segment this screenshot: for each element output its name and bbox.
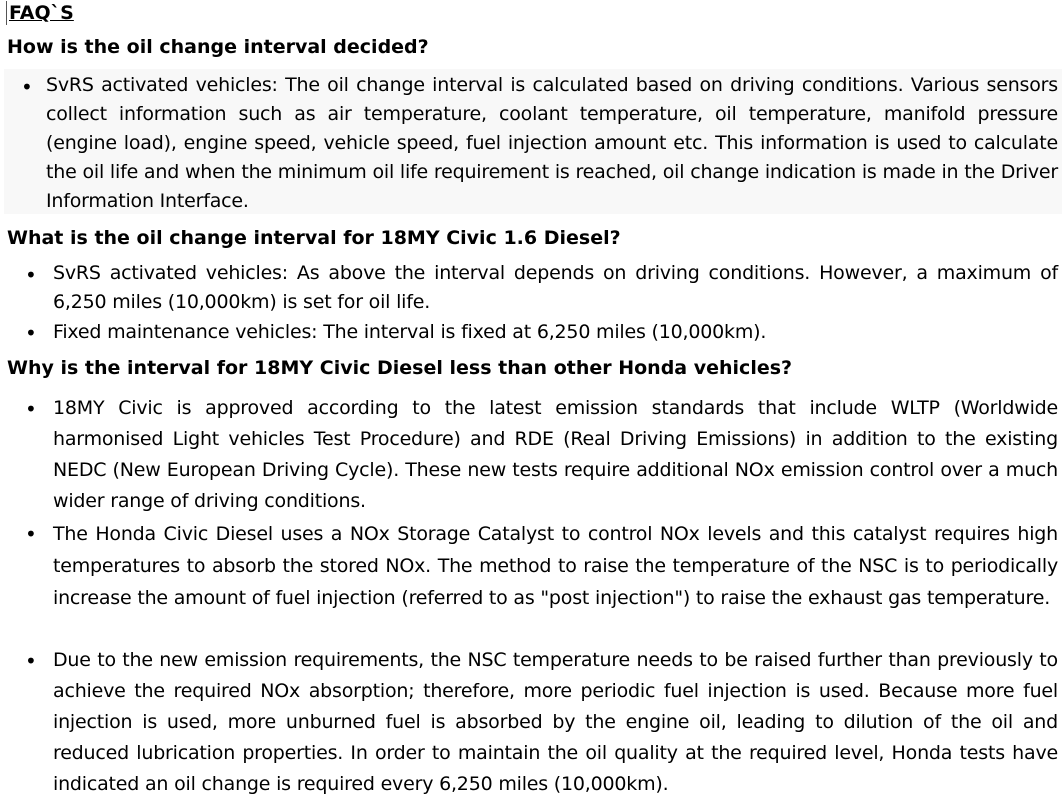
faq-answer-svrs-maximum: SvRS activated vehicles: As above the interval depends on driving conditions. However, a maximum of 6,250 miles (10,000km) is set for oil life.: [53, 262, 1058, 313]
bullet-icon: •: [25, 321, 37, 345]
faq-answer-svrs-calculation: SvRS activated vehicles: The oil change interval is calculated based on driving conditions. Various sensors collect information such as air temperature, coolant temperature, oil temperature, manifold pressure (engine load), engine speed, vehicle speed, fuel injection amount etc. This information is used to calculate the oil life and when the minimum oil life requirement is reached, oil change indication is made in the Driver Information Interface.: [46, 74, 1058, 212]
bullet-icon: •: [21, 75, 33, 99]
faq-answer-fixed-maintenance: Fixed maintenance vehicles: The interval is fixed at 6,250 miles (10,000km).: [53, 321, 767, 343]
bullet-icon: •: [25, 649, 37, 673]
faq-question-civic-diesel-interval: What is the oil change interval for 18MY Civic 1.6 Diesel?: [7, 227, 621, 249]
faq-answer-emission-standards: 18MY Civic is approved according to the latest emission standards that include WLTP (Worldwide harmonised Light vehicles Test Procedure) and RDE (Real Driving Emissions) in addition to the existing NEDC (New European Driving Cycle). These new tests require additional NOx emission control over a much wider range of driving conditions.: [53, 397, 1058, 512]
faq-question-interval-less-than-other: Why is the interval for 18MY Civic Diesel less than other Honda vehicles?: [7, 357, 793, 379]
faq-answer-oil-dilution: Due to the new emission requirements, the NSC temperature needs to be raised further than previously to achieve the required NOx absorption; therefore, more periodic fuel injection is used. Because more fuel injection is used, more unburned fuel is absorbed by the engine oil, leading to dilution of the oil and reduced lubrication properties. In order to maintain the oil quality at the required level, Honda tests have indicated an oil change is required every 6,250 miles (10,000km).: [53, 649, 1058, 795]
bullet-icon: •: [25, 397, 37, 421]
bullet-icon: •: [25, 522, 37, 546]
faq-answer-nox-storage-catalyst: The Honda Civic Diesel uses a NOx Storage Catalyst to control NOx levels and this catalyst requires high temperatures to absorb the stored NOx. The method to raise the temperature of the NSC is to periodically increase the amount of fuel injection (referred to as "post injection") to raise the exhaust gas temperature.: [53, 523, 1058, 609]
document-title: FAQ`S: [6, 1, 74, 25]
bullet-icon: •: [25, 263, 37, 287]
faq-question-oil-interval-decided: How is the oil change interval decided?: [7, 36, 429, 58]
